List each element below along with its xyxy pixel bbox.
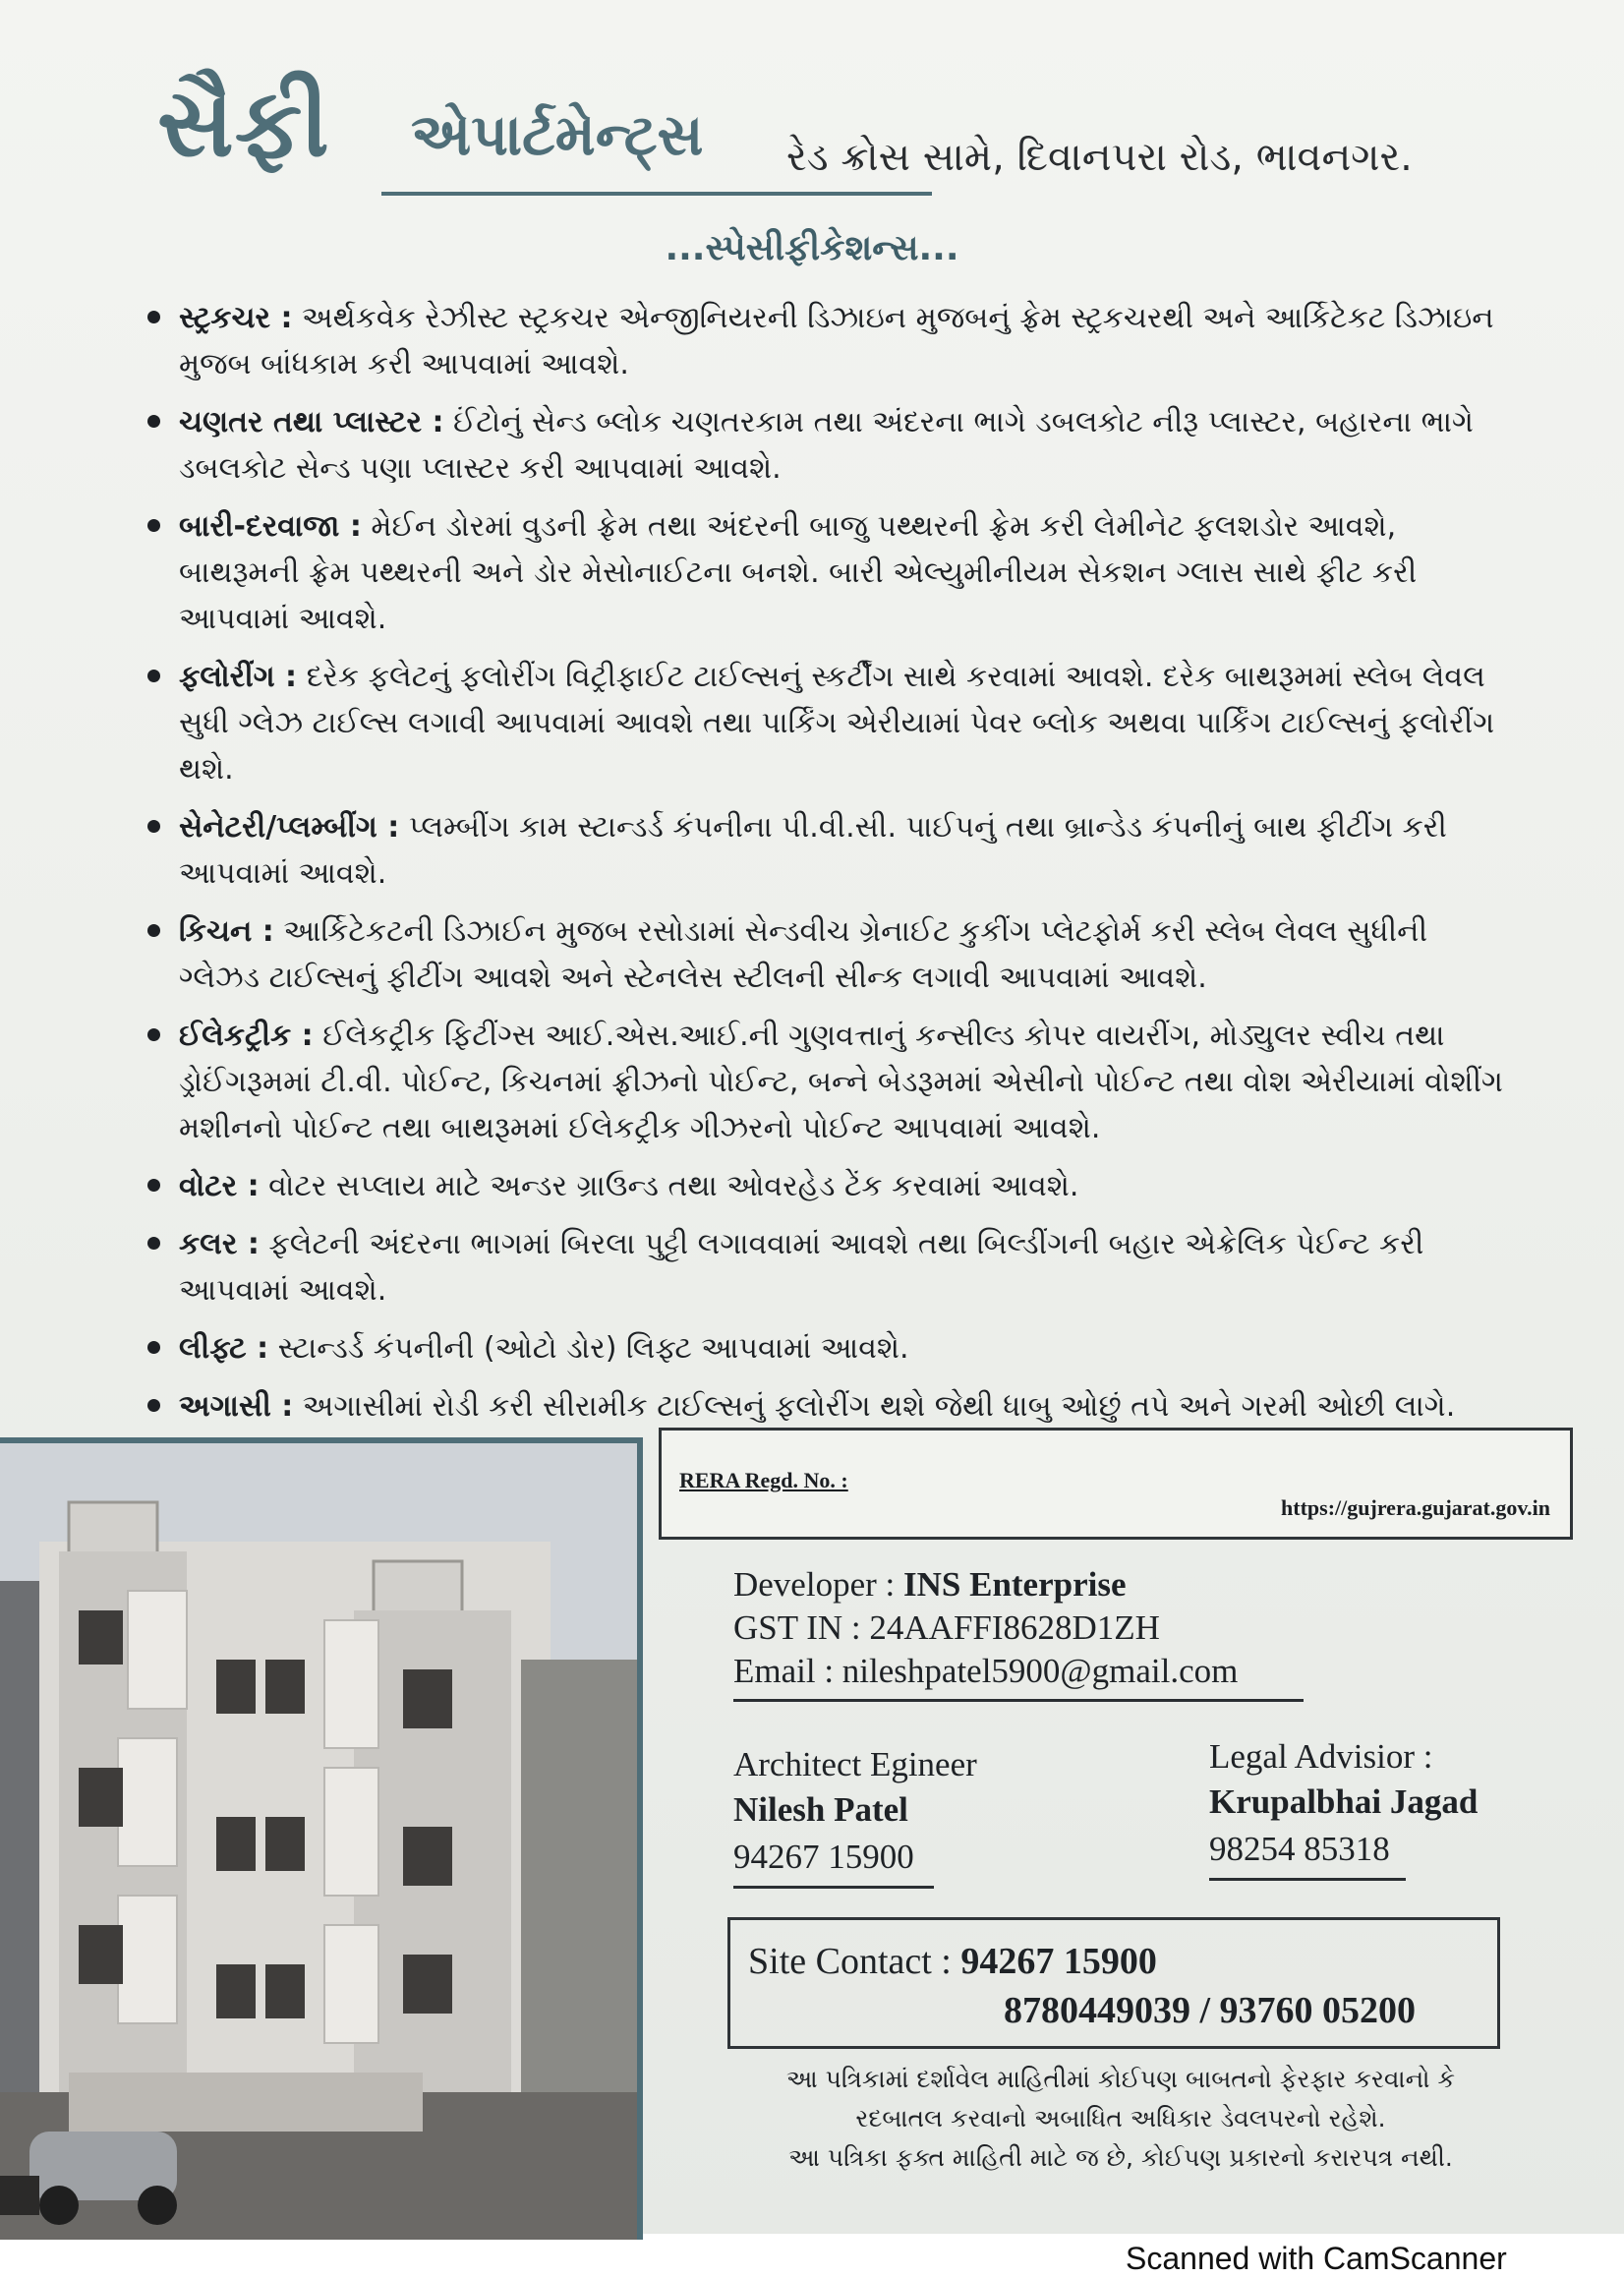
bullet-icon: [147, 415, 160, 428]
site-contact-box: [727, 1917, 1500, 2049]
developer-block: [733, 1563, 1304, 1702]
building-illustration: [0, 1443, 637, 2240]
brand-logo-main: સૈફી: [157, 68, 330, 178]
disclaimer-line: રદબાતલ કરવાનો અબાધિત અધિકાર ડેવલપરનો રહેશે.: [855, 2104, 1386, 2132]
site-contact-phone1: 94267 15900: [960, 1941, 1157, 1982]
spec-desc: અગાસીમાં રોડી કરી સીરામીક ટાઈલ્સનું ફલોરીંગ થશે જેથી ધાબુ ઓછું તપે અને ગરમી ઓછી લાગે.: [302, 1389, 1456, 1424]
bullet-icon: [147, 519, 160, 532]
scanner-watermark: Scanned with CamScanner: [1126, 2241, 1507, 2276]
spec-item: [147, 804, 1504, 897]
gst-number: GST IN : 24AAFFI8628D1ZH: [733, 1608, 1160, 1647]
spec-term: કિચન :: [179, 914, 274, 949]
bullet-icon: [147, 670, 160, 682]
building-photo: [0, 1437, 643, 2240]
rera-box: [659, 1428, 1573, 1540]
spec-term: સેનેટરી/પ્લમ્બીંગ :: [179, 810, 400, 845]
spec-item: [147, 908, 1504, 1001]
spec-item: [147, 399, 1504, 492]
spec-desc: ઈંટોનું સેન્ડ બ્લોક ચણતરકામ તથા અંદરના ભાગે ડબલકોટ નીરૂ પ્લાસ્ટર, બહારના ભાગે ડબલકોટ સેન્ડ પણા પ્લાસ્ટર કરી આપવામાં આવશે.: [179, 405, 1474, 486]
disclaimer: [747, 2060, 1494, 2178]
spec-desc: સ્ટાન્ડર્ડ કંપનીની (ઓટો ડોર) લિફ્ટ આપવામાં આવશે.: [277, 1331, 909, 1366]
specifications-title: ...સ્પેસીફીકેશન્સ...: [665, 228, 959, 268]
legal-advisor-block: [1209, 1734, 1524, 1881]
site-contact-label: Site Contact :: [748, 1941, 952, 1982]
spec-item: [147, 1325, 1504, 1372]
spec-desc: અર્થકવેક રેઝીસ્ટ સ્ટ્રકચર એન્જીનિયરની ડિઝાઇન મુજબનું ફ્રેમ સ્ટ્રકચરથી અને આર્કિટેકટ ડિઝાઇન મુજબ બાંધકામ કરી આપવામાં આવશે.: [179, 301, 1494, 381]
rera-label: RERA Regd. No. :: [679, 1468, 848, 1492]
divider: [733, 1699, 1304, 1702]
bullet-icon: [147, 820, 160, 833]
spec-item: [147, 1221, 1504, 1314]
spec-desc: મેઈન ડોરમાં વુડની ફ્રેમ તથા અંદરની બાજુ પથ્થરની ફ્રેમ કરી લેમીનેટ ફલશડોર આવશે, બાથરૂમની ફ્રેમ પથ્થરની અને ડોર મેસોનાઈટના બનશે. બારી એલ્યુમીનીયમ સેકશન ગ્લાસ સાથે ફીટ કરી આપવામાં આવશે.: [179, 509, 1418, 636]
spec-term: કલર :: [179, 1227, 260, 1261]
spec-desc: ઈલેકટ્રીક ફિટીંગ્સ આઈ.એસ.આઈ.ની ગુણવત્તાનું કન્સીલ્ડ કોપર વાયરીંગ, મોડ્યુલર સ્વીચ તથા ડ્રોઈંગરૂમમાં ટી.વી. પોઈન્ટ, કિચનમાં ફ્રીઝનો પોઈન્ટ, બન્ને બેડરૂમમાં એસીનો પોઈન્ટ તથા વોશ એરીયામાં વોશીંગ મશીનનો પોઈન્ટ તથા બાથરૂમમાં ઈલેકટ્રીક ગીઝરનો પોઈન્ટ આપવામાં આવશે.: [179, 1019, 1503, 1145]
specifications-list: [147, 295, 1504, 1441]
brand-underline: [381, 192, 932, 196]
legal-name: Krupalbhai Jagad: [1209, 1782, 1479, 1821]
spec-desc: વોટર સપ્લાય માટે અન્ડર ગ્રાઉન્ડ તથા ઓવરહેડ ટેંક કરવામાં આવશે.: [268, 1169, 1079, 1203]
spec-term: વોટર :: [179, 1169, 260, 1203]
rera-url: https://gujrera.gujarat.gov.in: [1281, 1495, 1550, 1520]
spec-desc: દરેક ફલેટનું ફલોરીંગ વિટ્રીફાઈટ ટાઈલ્સનું સ્કર્ટીંગ સાથે કરવામાં આવશે. દરેક બાથરૂમમાં સ્લેબ લેવલ સુધી ગ્લેઝ ટાઈલ્સ લગાવી આપવામાં આવશે તથા પાર્કિંગ એરીયામાં પેવર બ્લોક અથવા પાર્કિંગ ટાઈલ્સનું ફલોરીંગ થશે.: [179, 660, 1495, 787]
bullet-icon: [147, 311, 160, 323]
spec-term: ઈલેકટ્રીક :: [179, 1019, 314, 1053]
site-contact-line: [748, 1940, 1157, 1983]
spec-desc: આર્કિટેકટની ડિઝાઈન મુજબ રસોડામાં સેન્ડવીચ ગ્રેનાઈટ કુકીંગ પ્લેટફોર્મ કરી સ્લેબ લેવલ સુધીની ગ્લેઝડ ટાઈલ્સનું ફીટીંગ આવશે અને સ્ટેનલેસ સ્ટીલની સીન્ક લગાવી આપવામાં આવશે.: [179, 914, 1428, 995]
bullet-icon: [147, 1179, 160, 1192]
spec-term: સ્ટ્રકચર :: [179, 301, 293, 335]
divider: [1209, 1878, 1406, 1881]
legal-role: Legal Advisior :: [1209, 1737, 1433, 1776]
developer-name: INS Enterprise: [902, 1565, 1127, 1604]
spec-term: અગાસી :: [179, 1389, 294, 1424]
architect-block: [733, 1742, 989, 1889]
bullet-icon: [147, 924, 160, 937]
architect-phone: 94267 15900: [733, 1838, 914, 1876]
architect-role: Architect Egineer: [733, 1745, 977, 1783]
spec-desc: ફલેટની અંદરના ભાગમાં બિરલા પુટ્ટી લગાવવામાં આવશે તથા બિલ્ડીંગની બહાર એક્રેલિક પેઈન્ટ કરી આપવામાં આવશે.: [179, 1227, 1424, 1308]
spec-item: [147, 1163, 1504, 1209]
spec-desc: પ્લમ્બીંગ કામ સ્ટાન્ડર્ડ કંપનીના પી.વી.સી. પાઈપનું તથા બ્રાન્ડેડ કંપનીનું બાથ ફીટીંગ કરી આપવામાં આવશે.: [179, 810, 1447, 891]
spec-term: બારી-દરવાજા :: [179, 509, 362, 544]
spec-term: લીફ્ટ :: [179, 1331, 269, 1366]
site-contact-phone2: 8780449039 / 93760 05200: [1004, 1990, 1417, 2031]
developer-email: Email : nileshpatel5900@gmail.com: [733, 1652, 1239, 1690]
address: રેડ ક્રોસ સામે, દિવાનપરા રોડ, ભાવનગર.: [786, 135, 1413, 180]
spec-item: [147, 295, 1504, 387]
architect-name: Nilesh Patel: [733, 1790, 908, 1829]
bullet-icon: [147, 1399, 160, 1412]
spec-term: ફલોરીંગ :: [179, 660, 298, 694]
header: [157, 59, 1534, 206]
spec-item: [147, 1383, 1504, 1430]
spec-item: [147, 654, 1504, 792]
bullet-icon: [147, 1028, 160, 1041]
bullet-icon: [147, 1341, 160, 1354]
brand-logo-sub: એપાર્ટમેન્ટ્સ: [411, 101, 704, 168]
spec-item: [147, 503, 1504, 642]
divider: [733, 1886, 934, 1889]
disclaimer-line: આ પત્રિકા ફક્ત માહિતી માટે જ છે, કોઈપણ પ્રકારનો કરારપત્ર નથી.: [788, 2143, 1453, 2172]
spec-item: [147, 1013, 1504, 1151]
disclaimer-line: આ પત્રિકામાં દર્શાવેલ માહિતીમાં કોઈપણ બાબતનો ફેરફાર કરવાનો કે: [785, 2065, 1456, 2093]
legal-phone: 98254 85318: [1209, 1830, 1390, 1868]
developer-line: [733, 1563, 1304, 1606]
spec-term: ચણતર તથા પ્લાસ્ટર :: [179, 405, 444, 439]
developer-label: Developer :: [733, 1565, 896, 1604]
bullet-icon: [147, 1237, 160, 1250]
